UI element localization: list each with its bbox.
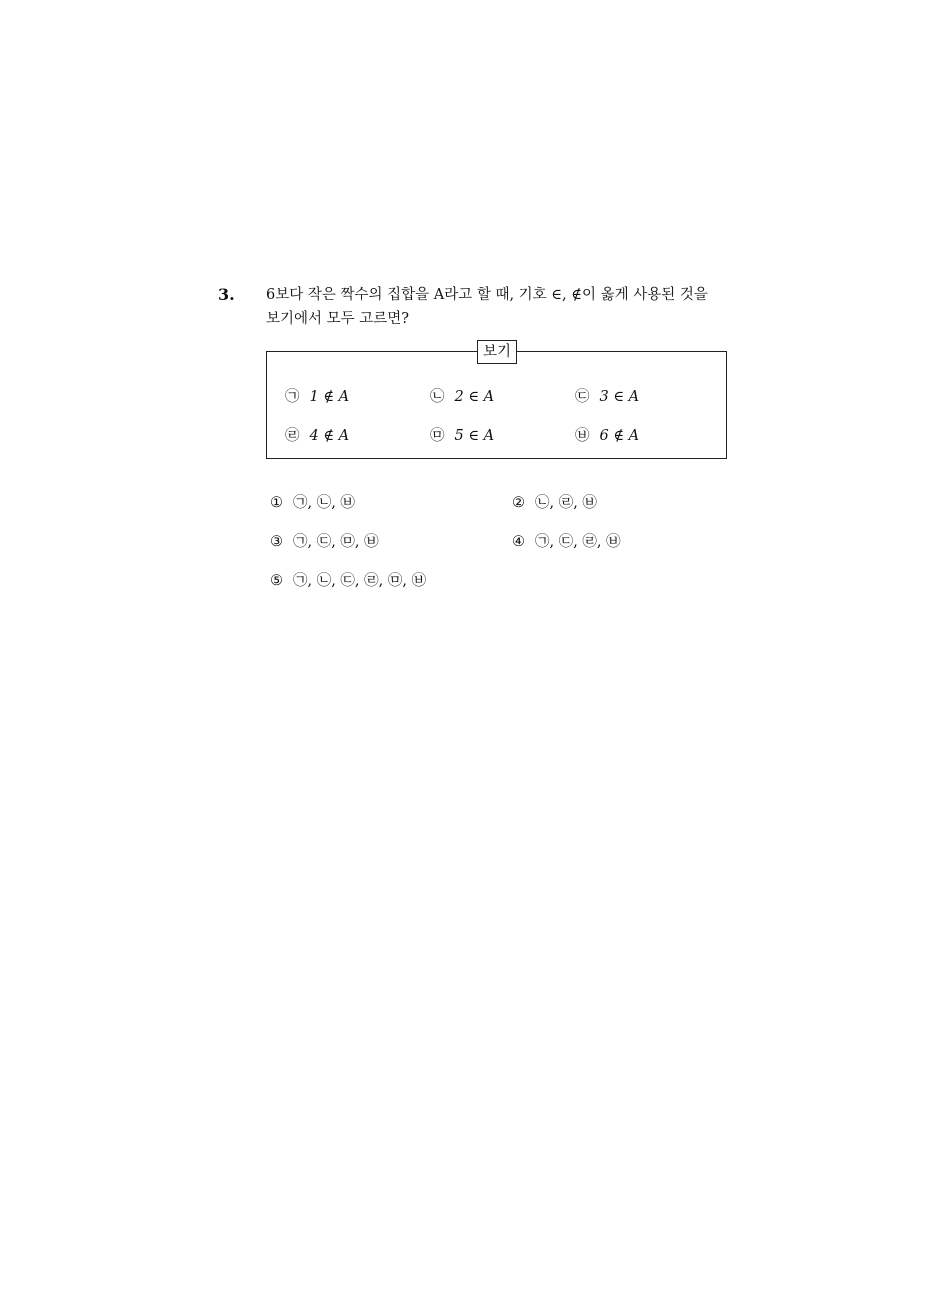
statement-expression: 1 ∉ A [309, 389, 350, 405]
example-box [266, 344, 727, 459]
statement-expression: 5 ∈ A [454, 428, 495, 444]
question-number: 3. [218, 285, 235, 304]
choice-5[interactable] [270, 569, 426, 590]
choice-1[interactable] [270, 491, 355, 512]
question-stem [266, 283, 776, 331]
statement-rieul [285, 424, 349, 445]
statement-mark: ㉠ [285, 389, 300, 405]
choice-text: ㉠, ㉡, ㉢, ㉣, ㉤, ㉥ [293, 573, 427, 589]
stem-line-2: 보기에서 모두 고르면? [266, 311, 410, 327]
choice-number: ④ [512, 534, 525, 550]
choice-number: ① [270, 495, 283, 511]
choice-number: ② [512, 495, 525, 511]
choice-text: ㉠, ㉡, ㉥ [293, 495, 355, 511]
statement-mark: ㉡ [430, 389, 445, 405]
statement-expression: 3 ∈ A [599, 389, 640, 405]
choice-3[interactable] [270, 530, 379, 551]
statement-expression: 2 ∈ A [454, 389, 495, 405]
choice-text: ㉡, ㉣, ㉥ [535, 495, 597, 511]
choice-text: ㉠, ㉢, ㉣, ㉥ [535, 534, 621, 550]
choice-number: ⑤ [270, 573, 283, 589]
statement-mark: ㉤ [430, 428, 445, 444]
statement-mark: ㉣ [285, 428, 300, 444]
statement-mark: ㉢ [575, 389, 590, 405]
choice-number: ③ [270, 534, 283, 550]
statement-giyeok [285, 385, 349, 406]
statement-nieun [430, 385, 494, 406]
choice-2[interactable] [512, 491, 597, 512]
statement-expression: 4 ∉ A [309, 428, 350, 444]
choice-4[interactable] [512, 530, 621, 551]
statement-mark: ㉥ [575, 428, 590, 444]
statement-expression: 6 ∉ A [599, 428, 640, 444]
statement-bieup [575, 424, 639, 445]
statement-mieum [430, 424, 494, 445]
choice-text: ㉠, ㉢, ㉤, ㉥ [293, 534, 379, 550]
stem-line-1: 6보다 작은 짝수의 집합을 A라고 할 때, 기호 ∈, ∉이 옳게 사용된 것을 [266, 287, 708, 303]
example-box-title: 보기 [477, 340, 517, 364]
statement-digeut [575, 385, 639, 406]
